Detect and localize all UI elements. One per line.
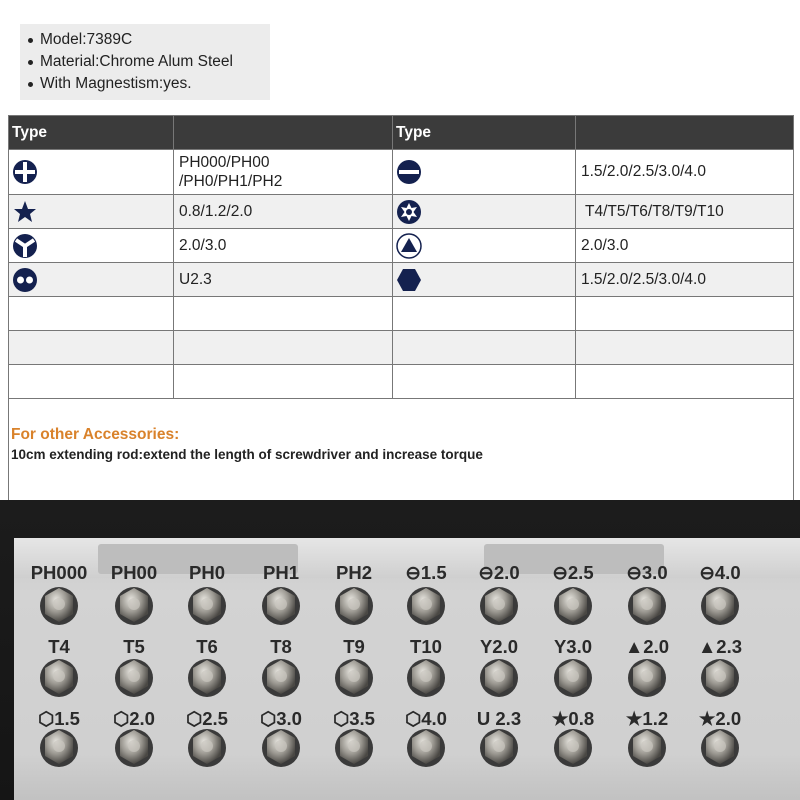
bit-label: PH00 (110, 562, 158, 583)
screwdriver-bit (553, 582, 593, 626)
screwdriver-bit (479, 654, 519, 698)
screwdriver-bit (406, 724, 446, 768)
screwdriver-bit (114, 654, 154, 698)
phillips-icon (12, 159, 173, 185)
bit-type-cell (9, 195, 174, 229)
bit-label: PH000 (30, 562, 88, 583)
table-header-row (9, 116, 794, 150)
empty-cell (9, 365, 174, 399)
accessories-note (9, 399, 794, 515)
screwdriver-bit (479, 582, 519, 626)
bit-label: ★0.8 (551, 708, 595, 729)
screwdriver-bit (406, 654, 446, 698)
header-type-left: Type (9, 116, 174, 150)
screwdriver-bit (553, 654, 593, 698)
screwdriver-bit (627, 582, 667, 626)
bit-label: U 2.3 (476, 708, 522, 729)
bit-label: T8 (270, 636, 292, 657)
screwdriver-bit (187, 654, 227, 698)
empty-table-row (9, 365, 794, 399)
u-type-icon (12, 267, 173, 293)
bit-label: ▲2.3 (697, 636, 743, 657)
bit-label: ★1.2 (625, 708, 669, 729)
accessories-text: 10cm extending rod:extend the length of screwdriver and increase torque (11, 447, 483, 462)
screwdriver-bit (627, 724, 667, 768)
size-cell: 2.0/3.0 (174, 229, 393, 263)
bit-type-cell (393, 263, 576, 297)
table-row (9, 150, 794, 195)
size-cell: T4/T5/T6/T8/T9/T10 (576, 195, 794, 229)
bit-label: T9 (343, 636, 365, 657)
size-cell: 1.5/2.0/2.5/3.0/4.0 (576, 263, 794, 297)
screwdriver-bit (700, 582, 740, 626)
size-cell: U2.3 (174, 263, 393, 297)
bit-label: ⊖2.5 (552, 562, 594, 583)
bit-label: ⊖1.5 (405, 562, 447, 583)
empty-cell (9, 331, 174, 365)
empty-table-row (9, 297, 794, 331)
size-cell: PH000/PH00 /PH0/PH1/PH2 (174, 150, 393, 195)
empty-cell (393, 331, 576, 365)
screwdriver-bit (627, 654, 667, 698)
bit-type-cell (9, 150, 174, 195)
empty-cell (174, 365, 393, 399)
bit-type-cell (9, 229, 174, 263)
size-cell: 0.8/1.2/2.0 (174, 195, 393, 229)
bit-label: Y3.0 (553, 636, 593, 657)
bit-type-cell (393, 229, 576, 263)
bit-label: Y2.0 (479, 636, 519, 657)
hex-icon (396, 267, 575, 293)
table-body (9, 150, 794, 515)
bit-label: ⬡3.0 (260, 708, 302, 729)
screwdriver-bit (187, 724, 227, 768)
empty-table-row (9, 331, 794, 365)
screwdriver-bit (261, 724, 301, 768)
screwdriver-bit (700, 654, 740, 698)
screwdriver-bit (39, 582, 79, 626)
screwdriver-bit (261, 582, 301, 626)
screwdriver-bit (261, 654, 301, 698)
spec-item: Model:7389C (40, 29, 270, 51)
bit-label: ⬡2.0 (113, 708, 155, 729)
screwdriver-bit (114, 724, 154, 768)
empty-cell (393, 365, 576, 399)
table-row (9, 263, 794, 297)
screwdriver-bit (553, 724, 593, 768)
bit-label: PH0 (189, 562, 225, 583)
bit-type-cell (393, 150, 576, 195)
bit-label: ⬡4.0 (405, 708, 447, 729)
pentalobe-star-icon (12, 199, 173, 225)
torx-icon (396, 199, 575, 225)
bit-label: ⊖2.0 (478, 562, 520, 583)
screwdriver-bit (187, 582, 227, 626)
triangle-icon (396, 233, 575, 259)
bit-label: T5 (123, 636, 145, 657)
spec-item: Material:Chrome Alum Steel (40, 51, 270, 73)
bit-label: T6 (196, 636, 218, 657)
bit-label: ⊖3.0 (626, 562, 668, 583)
screwdriver-bit (334, 724, 374, 768)
screwdriver-bit (334, 582, 374, 626)
screwdriver-bit (406, 582, 446, 626)
bit-label: ⊖4.0 (699, 562, 741, 583)
bit-label: PH1 (263, 562, 299, 583)
header-blank-right (576, 116, 794, 150)
bit-label: PH2 (336, 562, 372, 583)
spec-item: With Magnestism:yes. (40, 73, 270, 95)
screwdriver-bit (39, 654, 79, 698)
bit-type-table (8, 115, 794, 515)
bit-label: T10 (410, 636, 442, 657)
empty-cell (9, 297, 174, 331)
spec-list (20, 24, 270, 100)
bit-label: ⬡2.5 (186, 708, 228, 729)
size-cell: 1.5/2.0/2.5/3.0/4.0 (576, 150, 794, 195)
bit-type-cell (393, 195, 576, 229)
bit-label: ⬡3.5 (333, 708, 375, 729)
bit-label: ▲2.0 (624, 636, 670, 657)
size-cell: 2.0/3.0 (576, 229, 794, 263)
bit-label: ⬡1.5 (38, 708, 80, 729)
screwdriver-bit (479, 724, 519, 768)
empty-cell (576, 331, 794, 365)
screwdriver-bit (114, 582, 154, 626)
empty-cell (174, 297, 393, 331)
slotted-icon (396, 159, 575, 185)
bit-label: T4 (48, 636, 70, 657)
bit-label: ★2.0 (698, 708, 742, 729)
empty-cell (393, 297, 576, 331)
header-type-right: Type (393, 116, 576, 150)
tri-wing-y-icon (12, 233, 173, 259)
screwdriver-bit (700, 724, 740, 768)
empty-cell (576, 297, 794, 331)
empty-cell (576, 365, 794, 399)
screwdriver-bit (334, 654, 374, 698)
accessories-note-row (9, 399, 794, 515)
accessories-title: For other Accessories: (11, 426, 180, 443)
empty-cell (174, 331, 393, 365)
table-row (9, 195, 794, 229)
header-blank-left (174, 116, 393, 150)
bit-type-cell (9, 263, 174, 297)
table-row (9, 229, 794, 263)
spec-items (40, 29, 270, 95)
screwdriver-bit (39, 724, 79, 768)
bit-tray-photo (0, 500, 800, 800)
